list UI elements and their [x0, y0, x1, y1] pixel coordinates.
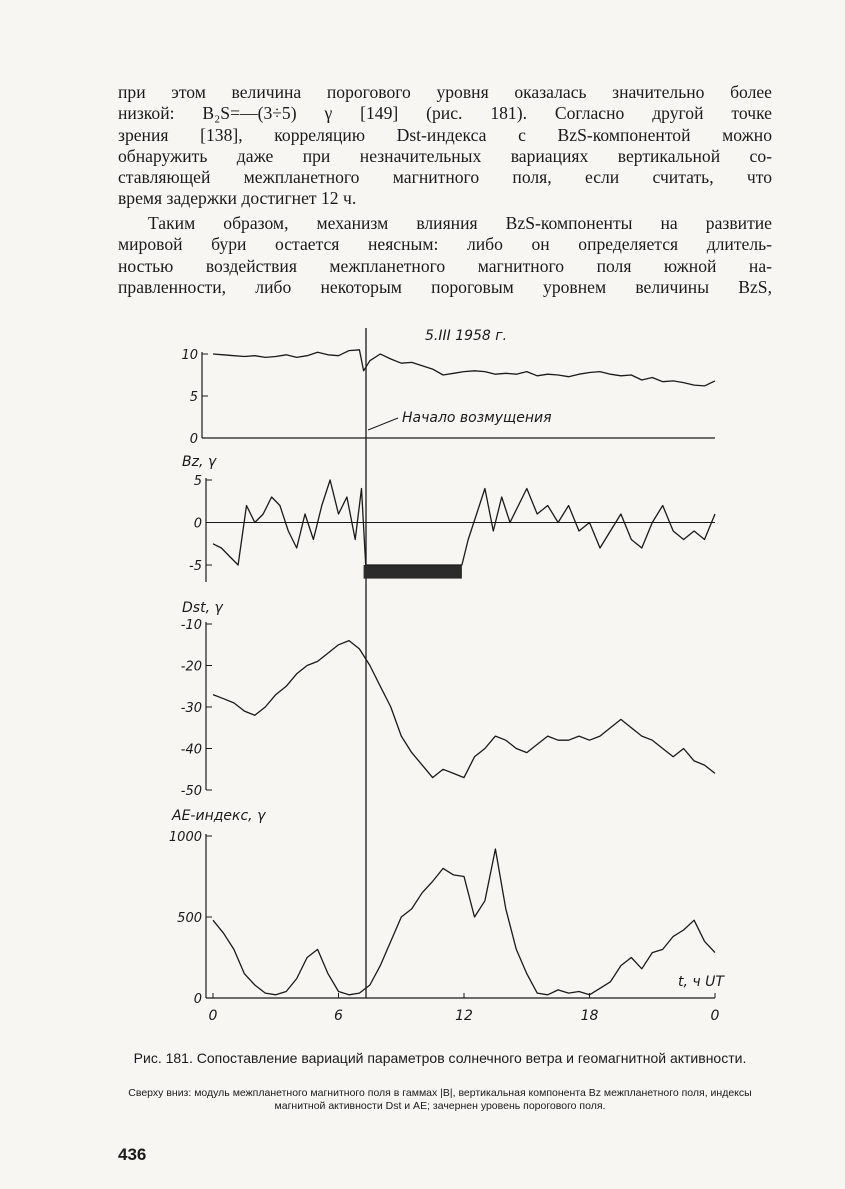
text-line: время задержки достигнет 12 ч.: [118, 188, 357, 209]
x-tick-label: 0: [208, 1008, 218, 1024]
text-line: обнаружить даже при незначительных вариациях вертикальной со-: [118, 145, 772, 166]
text-line: мировой бури остается неясным: либо он определяется длитель-: [118, 234, 772, 255]
y-tick-label: 1000: [168, 830, 202, 845]
y-tick-label: 500: [177, 911, 202, 926]
series-line: [213, 849, 715, 995]
figure-date-label: 5.III 1958 г.: [425, 328, 508, 344]
y-tick-label: -30: [180, 701, 202, 716]
text-line: низкой: B₂S=—(3÷5) γ [149] (рис. 181). Согласно другой точке: [118, 103, 772, 124]
text-line: Таким образом, механизм влияния BzS-компоненты на развитие: [148, 213, 772, 233]
x-tick-label: 6: [334, 1008, 343, 1024]
y-tick-label: -10: [180, 618, 202, 633]
onset-pointer: [368, 418, 398, 430]
text-line: ностью воздействия межпланетного магнитного поля южной на-: [118, 255, 772, 276]
y-tick-label: 5: [189, 390, 198, 405]
text-line: при этом величина порогового уровня оказалась значительно более: [118, 82, 772, 102]
x-tick-label: 12: [455, 1008, 473, 1024]
text-line: правленности, либо некоторым пороговым уровнем величины BzS,: [118, 276, 772, 297]
y-tick-label: -50: [180, 784, 202, 799]
text-line: зрения [138], корреляцию Dst-индекса с BzS-компонентой можно: [118, 124, 772, 145]
y-tick-label: 10: [181, 348, 198, 363]
y-axis-label: Dst, γ: [182, 600, 223, 616]
y-tick-label: 0: [193, 992, 202, 1007]
onset-label: Начало возмущения: [402, 410, 552, 426]
x-tick-label: 18: [580, 1008, 599, 1024]
x-tick-label: 0: [710, 1008, 720, 1024]
threshold-shading: [364, 565, 462, 579]
series-line: [213, 350, 715, 386]
y-tick-label: -20: [180, 659, 202, 675]
y-tick-label: -5: [189, 559, 202, 574]
time-axis-label: t, ч UT: [678, 974, 724, 990]
paragraph-2: [118, 213, 772, 298]
y-tick-label: 0: [189, 432, 198, 447]
y-axis-label: Bz, γ: [182, 454, 217, 470]
chart-panels: [169, 348, 720, 1024]
y-tick-label: 5: [193, 474, 202, 489]
figure-181: [0, 320, 845, 1040]
series-line: [213, 641, 715, 778]
text-line: ставляющей межпланетного магнитного поля, если считать, что: [118, 167, 772, 188]
figure-caption: Рис. 181. Сопоставление вариаций параметров солнечного ветра и геомагнитной активности.: [133, 1050, 747, 1066]
figure-caption-detail: Сверху вниз: модуль межпланетного магнитного поля в гаммах |B|, вертикальная компонента Bz межпланетного поля, индексы магнитной активности Dst и AE; зачернен уровень порогового поля.: [128, 1087, 752, 1112]
paragraph-1: [118, 82, 772, 210]
y-tick-label: -40: [180, 742, 202, 758]
y-tick-label: 0: [193, 516, 202, 532]
page-number: 436: [118, 1145, 147, 1164]
y-axis-label: AE-индекс, γ: [172, 808, 266, 824]
